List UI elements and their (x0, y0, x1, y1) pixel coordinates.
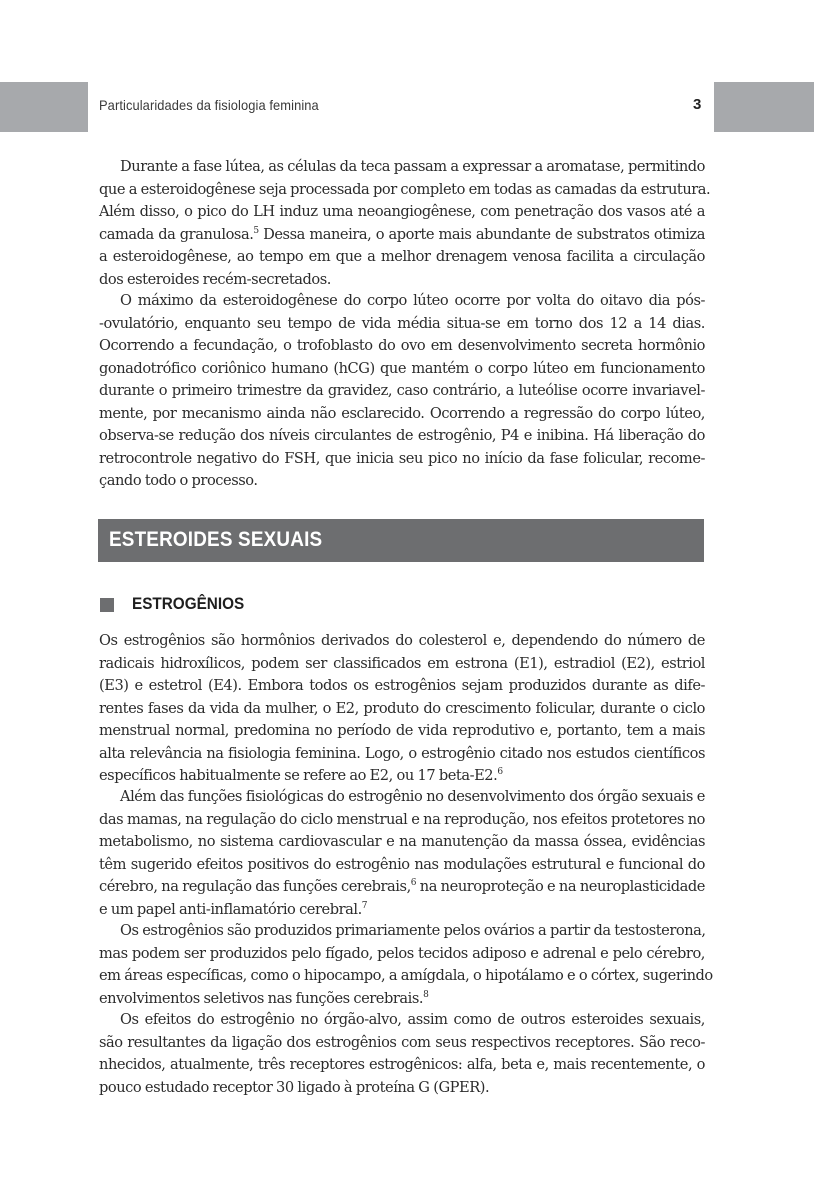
text-line (99, 156, 705, 179)
line-text: metabolismo, no sistema cardiovascular e na manutenção da massa óssea, evidências (99, 833, 705, 850)
line-text: Além disso, o pico do LH induz uma neoangiogênese, com penetração dos vasos até a (99, 203, 705, 220)
line-text: Os estrogênios são hormônios derivados do colesterol e, dependendo do número de (99, 632, 705, 649)
line-text: a esteroidogênese, ao tempo em que a melhor drenagem venosa facilita a circulação (99, 248, 705, 265)
text-line (99, 201, 705, 224)
line-text: das mamas, na regulação do ciclo menstrual e na reprodução, nos efeitos protetores no (99, 810, 705, 828)
text-line (99, 425, 705, 448)
paragraph-estrogenios-3 (99, 920, 713, 1010)
text-line (99, 269, 705, 292)
paragraph-estrogenios-1 (99, 630, 705, 788)
text-line (99, 876, 705, 899)
text-line (99, 224, 705, 247)
line-text: envolvimentos seletivos nas funções cerebrais. (99, 989, 424, 1007)
text-line (99, 313, 705, 336)
text-line (99, 675, 705, 698)
header-tab-left (0, 82, 88, 132)
reference-superscript: 5 (253, 225, 259, 236)
line-text: çando todo o processo. (99, 472, 258, 489)
line-text: têm sugerido efeitos positivos do estrogênio nas modulações estrutural e funcional do (99, 855, 705, 873)
line-text: Durante a fase lútea, as células da teca passam a expressar a aromatase, permitindo (120, 158, 705, 175)
reference-superscript: 8 (423, 989, 429, 1000)
line-text: durante o primeiro trimestre da gravidez, caso contrário, a luteólise ocorre invariavel- (99, 382, 705, 399)
text-line (99, 290, 705, 313)
text-line (99, 358, 705, 381)
line-text: pouco estudado receptor 30 ligado à proteína G (GPER). (99, 1078, 490, 1096)
running-head: Particularidades da fisiologia feminina (99, 97, 319, 113)
subsection-bullet-square-icon (100, 598, 114, 612)
line-text: Além das funções fisiológicas do estrogênio no desenvolvimento dos órgão sexuais e (120, 788, 705, 805)
text-line (99, 698, 705, 721)
paragraph-corpo-luteo-2 (99, 290, 705, 493)
text-line (99, 720, 705, 743)
line-text-continued: na neuroproteção e na neuroplasticidade (416, 878, 705, 895)
text-line (99, 653, 705, 676)
line-text: nhecidos, atualmente, três receptores estrogênicos: alfa, beta e, mais recentemente, o (99, 1056, 705, 1073)
text-line (99, 854, 705, 877)
line-text: específicos habitualmente se refere ao E2, ou 17 beta-E2. (99, 767, 498, 784)
line-text: radicais hidroxílicos, podem ser classificados em estrona (E1), estradiol (E2), estriol (99, 654, 705, 672)
section-header-bar (98, 519, 704, 562)
text-line (99, 1009, 705, 1032)
text-line (99, 765, 705, 788)
text-line (99, 1054, 705, 1077)
line-text: dos esteroides recém-secretados. (99, 270, 331, 288)
text-line (99, 786, 705, 809)
text-line (99, 179, 711, 202)
text-line (99, 965, 713, 988)
line-text: Os efeitos do estrogênio no órgão-alvo, assim como de outros esteroides sexuais, (120, 1011, 705, 1028)
line-text: -ovulatório, enquanto seu tempo de vida média situa-se em torno dos 12 a 14 dias. (99, 314, 705, 332)
line-text: em áreas específicas, como o hipocampo, a amígdala, o hipotálamo e o córtex, sugerindo (99, 967, 713, 984)
subsection-title: ESTROGÊNIOS (132, 594, 245, 613)
line-text: retrocontrole negativo do FSH, que inicia seu pico no início da fase folicular, recome- (99, 449, 705, 467)
line-text: (E3) e estetrol (E4). Embora todos os estrogênios sejam produzidos durante as dife- (99, 677, 705, 694)
line-text: camada da granulosa. (99, 225, 254, 243)
paragraph-corpo-luteo-1 (99, 156, 711, 291)
line-text: que a esteroidogênese seja processada por completo em todas as camadas da estrutura. (99, 180, 711, 198)
line-text: mente, por mecanismo ainda não esclarecido. Ocorrendo a regressão do corpo lúteo, (99, 404, 705, 422)
section-title: ESTEROIDES SEXUAIS (109, 528, 323, 551)
line-text: Os estrogênios são produzidos primariamente pelos ovários a partir da testosterona, (120, 922, 706, 939)
text-line (99, 920, 705, 943)
line-text: e um papel anti-inflamatório cerebral. (99, 900, 362, 918)
line-text: gonadotrófico coriônico humano (hCG) que mantém o corpo lúteo em funcionamento (99, 359, 705, 377)
line-text: alta relevância na fisiologia feminina. Logo, o estrogênio citado nos estudos científicos (99, 744, 705, 762)
text-line (99, 470, 705, 493)
text-line (99, 246, 705, 269)
text-line (99, 448, 705, 471)
reference-superscript: 6 (497, 767, 503, 777)
text-line (99, 988, 705, 1011)
paragraph-estrogenios-4 (99, 1009, 705, 1099)
text-line (99, 1077, 705, 1100)
line-text: cérebro, na regulação das funções cerebrais, (99, 878, 411, 895)
line-text: mas podem ser produzidos pelo fígado, pelos tecidos adiposo e adrenal e pelo cérebro, (99, 944, 705, 962)
header-tab-right (714, 82, 814, 132)
line-text: são resultantes da ligação dos estrogênios com seus respectivos receptores. São reco- (99, 1033, 705, 1051)
text-line (99, 743, 705, 766)
text-line (99, 899, 705, 922)
text-line (99, 380, 705, 403)
line-text: O máximo da esteroidogênese do corpo lúteo ocorre por volta do oitavo dia pós- (120, 292, 705, 309)
line-text: observa-se redução dos níveis circulantes de estrogênio, P4 e inibina. Há liberação do (99, 427, 705, 444)
line-text: rentes fases da vida da mulher, o E2, produto do crescimento folicular, durante o ciclo (99, 699, 705, 717)
text-line (99, 403, 705, 426)
text-line (99, 809, 705, 832)
text-line (99, 831, 705, 854)
text-line (99, 1032, 705, 1055)
reference-superscript: 6 (410, 878, 417, 888)
line-text-continued: Dessa maneira, o aporte mais abundante de substratos otimiza (258, 225, 705, 243)
line-text: menstrual normal, predomina no período de vida reprodutivo e, portanto, tem a mais (99, 722, 705, 739)
text-line (99, 943, 705, 966)
paragraph-estrogenios-2 (99, 786, 705, 921)
page-number: 3 (693, 96, 702, 113)
text-line (99, 630, 705, 653)
reference-superscript: 7 (361, 900, 368, 911)
text-line (99, 335, 705, 358)
line-text: Ocorrendo a fecundação, o trofoblasto do ovo em desenvolvimento secreta hormônio (99, 337, 705, 354)
